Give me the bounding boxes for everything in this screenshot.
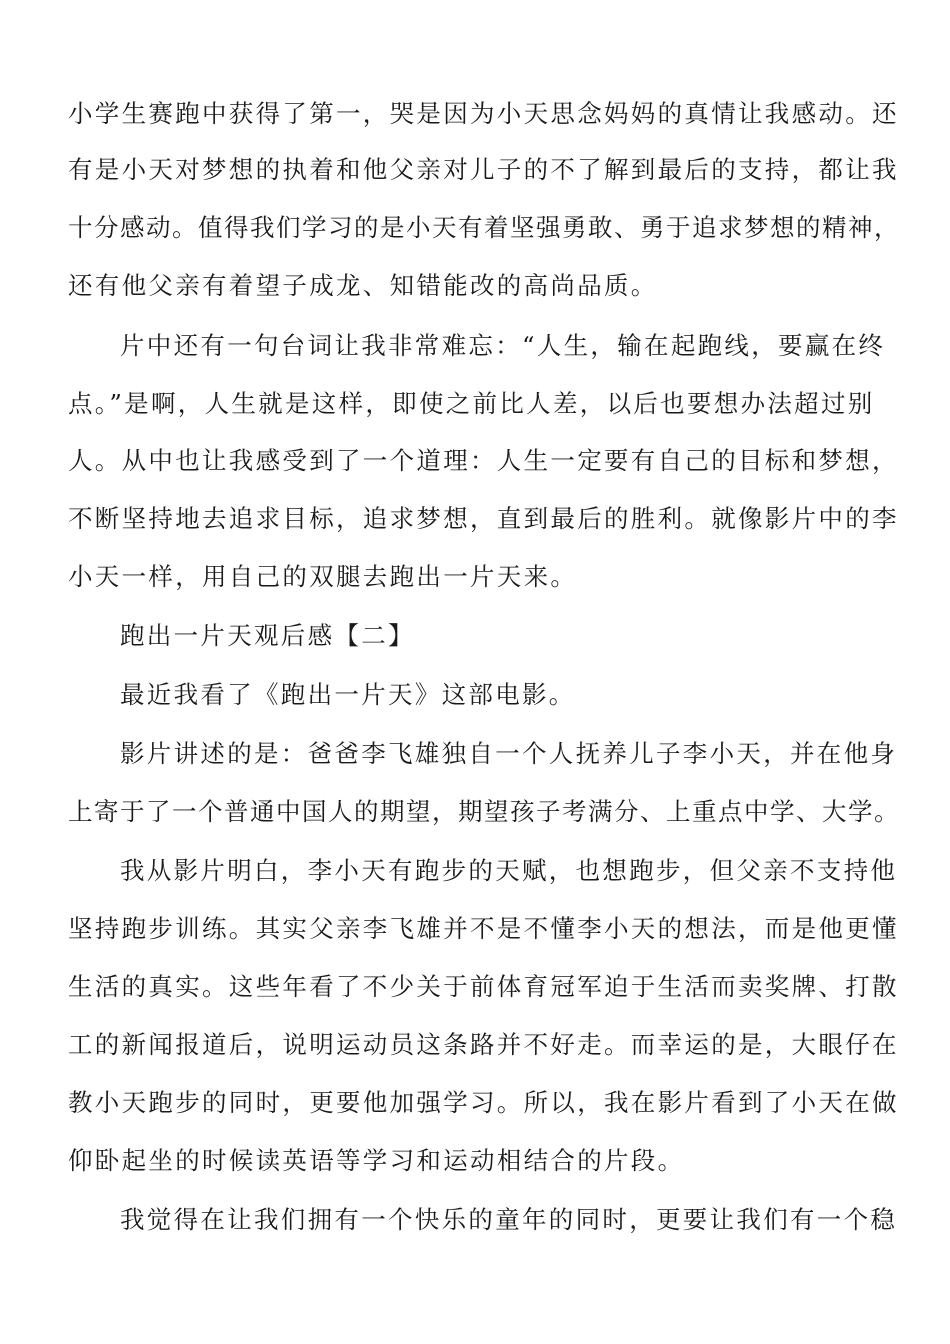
- paragraph-line: 片中还有一句台词让我非常难忘：“人生，输在起跑线，要赢在终: [120, 331, 886, 360]
- section-heading: 跑出一片天观后感【二】: [120, 621, 415, 650]
- paragraph-line: 小天一样，用自己的双腿去跑出一片天来。: [68, 562, 578, 591]
- paragraph-line: 工的新闻报道后，说明运动员这条路并不好走。而幸运的是，大眼仔在: [68, 1030, 899, 1059]
- paragraph-line: 最近我看了《跑出一片天》这部电影。: [120, 680, 576, 709]
- paragraph-line: 不断坚持地去追求目标，追求梦想，直到最后的胜利。就像影片中的李: [68, 504, 899, 533]
- paragraph-line: 点。”是啊，人生就是这样，即使之前比人差，以后也要想办法超过别: [68, 389, 875, 418]
- paragraph-line: 我觉得在让我们拥有一个快乐的童年的同时，更要让我们有一个稳: [120, 1205, 898, 1234]
- paragraph-line: 影片讲述的是：爸爸李飞雄独自一个人抚养儿子李小天，并在他身: [120, 739, 898, 768]
- paragraph-line: 小学生赛跑中获得了第一，哭是因为小天思念妈妈的真情让我感动。还: [68, 99, 899, 128]
- paragraph-line: 人。从中也让我感受到了一个道理：人生一定要有自己的目标和梦想，: [68, 446, 899, 475]
- paragraph-line: 仰卧起坐的时候读英语等学习和运动相结合的片段。: [68, 1146, 685, 1175]
- paragraph-line: 上寄于了一个普通中国人的期望，期望孩子考满分、上重点中学、大学。: [68, 797, 900, 826]
- paragraph-line: 还有他父亲有着望子成龙、知错能改的高尚品质。: [68, 271, 658, 300]
- paragraph-line: 生活的真实。这些年看了不少关于前体育冠军迫于生活而卖奖牌、打散: [68, 972, 899, 1001]
- paragraph-line: 有是小天对梦想的执着和他父亲对儿子的不了解到最后的支持，都让我: [68, 155, 899, 184]
- paragraph-line: 教小天跑步的同时，更要他加强学习。所以，我在影片看到了小天在做: [68, 1088, 899, 1117]
- paragraph-line: 十分感动。值得我们学习的是小天有着坚强勇敢、勇于追求梦想的精神，: [68, 213, 900, 242]
- paragraph-line: 坚持跑步训练。其实父亲李飞雄并不是不懂李小天的想法，而是他更懂: [68, 914, 899, 943]
- paragraph-line: 我从影片明白，李小天有跑步的天赋，也想跑步，但父亲不支持他: [120, 856, 898, 885]
